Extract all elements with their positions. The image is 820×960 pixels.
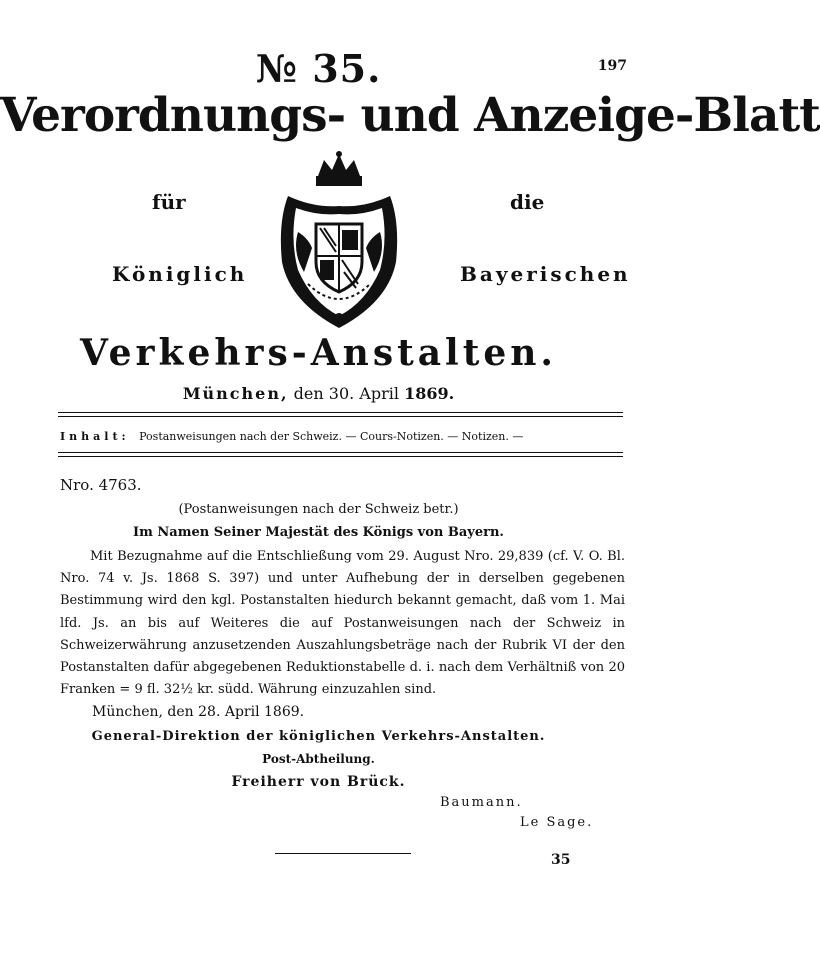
masthead-bavarian: Bayerischen	[460, 262, 631, 286]
dateline-city: München,	[182, 384, 289, 403]
top-rule-double	[58, 416, 623, 417]
signature-department: Post-Abtheilung.	[262, 752, 375, 766]
dateline-day: den 30. April	[293, 384, 399, 403]
signature-signatory: Freiherr von Brück.	[231, 774, 406, 790]
masthead-royal: Königlich	[112, 262, 248, 286]
signature-countersign-2: Le Sage.	[520, 815, 594, 830]
masthead-for: für	[152, 190, 186, 214]
coat-of-arms-icon	[268, 152, 410, 334]
masthead-subtitle: Verkehrs-Anstalten.	[80, 332, 557, 374]
issue-dateline	[0, 384, 637, 403]
contents-rule-double	[58, 456, 623, 457]
sheet-number: 35	[551, 852, 571, 868]
table-of-contents	[60, 430, 523, 443]
signature-countersign-1: Baumann.	[440, 795, 523, 810]
masthead-title: Verordnungs- und Anzeige-Blatt	[0, 88, 820, 143]
notice-subject: (Postanweisungen nach der Schweiz betr.)	[178, 502, 459, 517]
notice-body: Mit Bezugnahme auf die Entschließung vom 29. August Nro. 29,839 (cf. V. O. Bl. Nro. 74 v. Js. 1868 S. 397) und unter Aufhebung der in derselben gegebenen Bestimmung wird den kgl. Postanstalten hiedurch bekannt gemacht, daß vom 1. Mai lfd. Js. an bis auf Weiteres die auf Postanweisungen nach der Schweiz in Schweizerwährung anzusetzenden Auszahlungsbeträge nach der Rubrik VI der den Postanstalten dafür abgegebenen Reduktionstabelle d. i. nach dem Verhältniß von 20 Franken = 9 fl. 32½ kr. südd. Währung einzuzahlen sind.	[60, 549, 625, 698]
signature-authority: General-Direktion der königlichen Verkehrs-Anstalten.	[91, 729, 546, 744]
signature-date: München, den 28. April 1869.	[92, 704, 305, 720]
contents-rule	[58, 452, 623, 453]
royal-invocation: Im Namen Seiner Majestät des Königs von Bayern.	[133, 525, 504, 540]
page-number: 197	[597, 58, 627, 74]
top-rule	[58, 412, 623, 413]
issue-number: № 35.	[255, 46, 382, 91]
contents-text: Postanweisungen nach der Schweiz. — Cours-Notizen. — Notizen. —	[139, 430, 524, 443]
masthead-the: die	[510, 190, 545, 214]
footer-rule	[275, 853, 411, 854]
contents-label: Inhalt:	[60, 430, 130, 443]
reference-number: Nro. 4763.	[60, 476, 142, 494]
dateline-year: 1869.	[404, 384, 455, 403]
